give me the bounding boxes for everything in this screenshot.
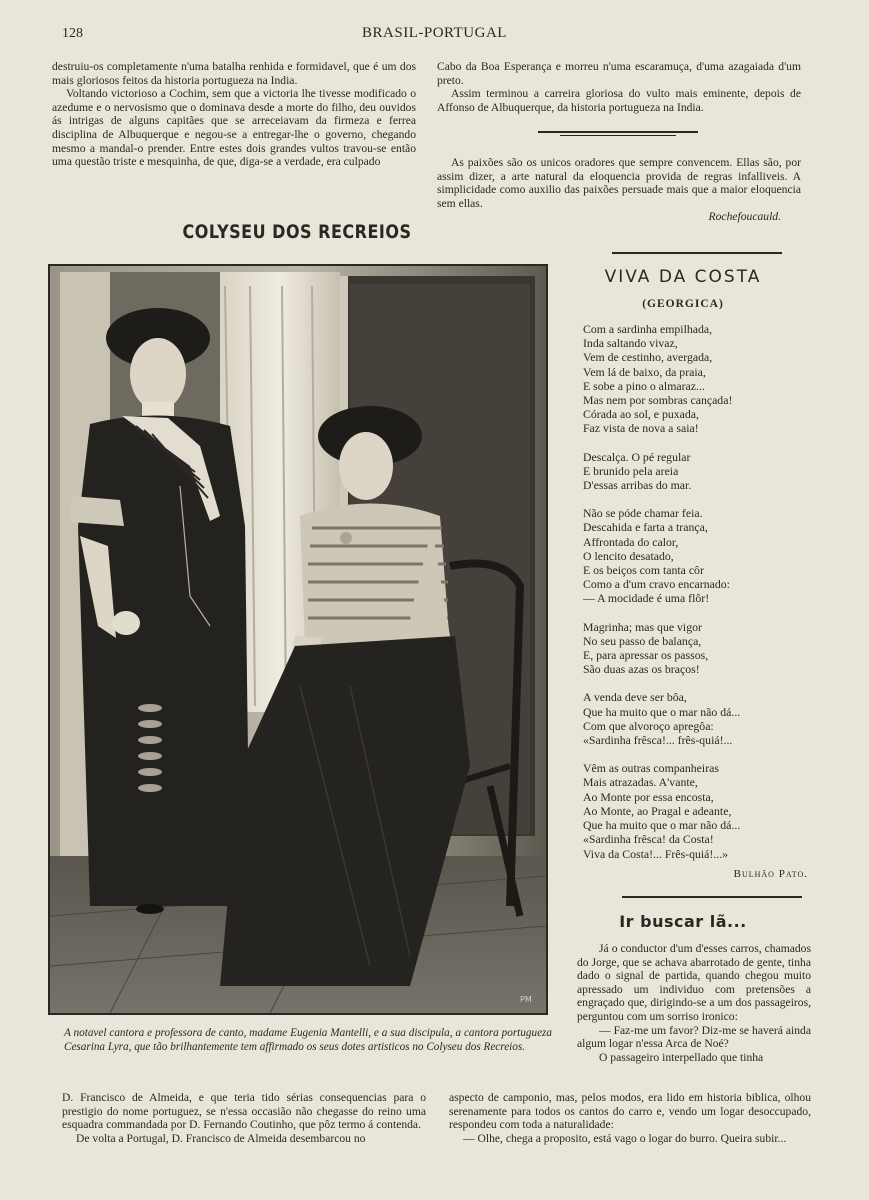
poem-line: Mas nem por sombras cançada!	[583, 393, 733, 408]
poem-line: D'essas arribas do mar.	[583, 478, 692, 493]
poem-line: «Sardinha frêsca!... frês-quiá!...	[583, 733, 733, 748]
poem-line: Faz vista de nova a saia!	[583, 421, 699, 436]
poem-line: E sobe a pino o almaraz...	[583, 378, 705, 393]
section-heading-colyseu: COLYSEU DOS RECREIOS	[182, 220, 412, 243]
poem-line: Mais atrazadas. A'vante,	[583, 775, 698, 790]
section-heading-ir-buscar: Ir buscar lã...	[619, 912, 747, 931]
poem-line: Descalça. O pé regular	[583, 449, 691, 464]
poem-line: E os beiços com tanta côr	[583, 563, 704, 578]
poem-line: E brunido pela areia	[583, 463, 679, 478]
section-divider	[538, 131, 698, 133]
poem-line: Vêm as outras companheiras	[583, 761, 719, 776]
poem-line: Com que alvoroço apregôa:	[583, 718, 714, 733]
paragraph: — Faz-me um favor? Diz-me se haverá ainda algum logar n'essa Arca de Noé?	[577, 1023, 811, 1051]
photo-illustration	[50, 266, 546, 1013]
poem-line: Affrontada do calor,	[583, 534, 679, 549]
poem-line: Córada ao sol, e puxada,	[583, 407, 699, 422]
poem-line: Vem lá de baixo, da praia,	[583, 364, 706, 379]
section-divider	[612, 252, 782, 254]
bottom-left-column	[62, 1091, 426, 1145]
maxim-text: As paixões são os unicos oradores que sempre convencem. Ellas são, por assim dizer, a arte natural da eloquencia provida de regras infalliveis. A simplicidade como auxilio das paixões persuade mais que a maior eloquencia sem ellas.	[437, 156, 801, 210]
running-title: BRASIL-PORTUGAL	[362, 25, 507, 41]
poem-stanza	[583, 450, 808, 493]
paragraph: destruiu-os completamente n'uma batalha renhida e formidavel, que é um dos mais gloriosos feitos da historia portugueza na India.	[52, 60, 416, 87]
paragraph: Já o conductor d'um d'esses carros, chamados do Jorge, que se achava abarrotado de gente, tinha dado o signal de partida, quando chegou muito apressado um individuo com pretensões a engraçado que, dirigindo-se a um dos passageiros, perguntou com um sorriso ironico:	[577, 942, 811, 1023]
poem-stanza	[583, 620, 808, 677]
poem-stanza	[583, 761, 808, 860]
section-divider	[622, 896, 802, 898]
poem-line: Ao Monte, ao Pragal e adeante,	[583, 803, 732, 818]
photo-caption: A notavel cantora e professora de canto, madame Eugenia Mantelli, e a sua discipula, a cantora portugueza Cesarina Lyra, que tão brilhantemente tem affirmado os seus dotes artisticos no Colyseu dos Recreios.	[64, 1027, 552, 1053]
poem-stanza	[583, 322, 808, 436]
paragraph: aspecto de camponio, mas, pelos modos, era lido em historia biblica, olhou serenamente para todos os cantos do carro e, vendo um logar desoccupado, respondeu com toda a naturalidade:	[449, 1091, 811, 1132]
poem-line: Descahida e farta a trança,	[583, 520, 708, 535]
poem-line: Vem de cestinho, avergada,	[583, 350, 713, 365]
photo-signature: PM	[520, 995, 532, 1004]
poem-line: «Sardinha frêsca! da Costa!	[583, 832, 714, 847]
poem-line: O lencito desatado,	[583, 548, 674, 563]
poem-line: Como a d'um cravo encarnado:	[583, 577, 730, 592]
right-top-column	[437, 60, 801, 114]
poem-line: São duas azas os braços!	[583, 662, 700, 677]
poem-line: Com a sardinha empilhada,	[583, 322, 713, 336]
poem-line: Que ha muito que o mar não dá...	[583, 818, 741, 833]
poem-stanza	[583, 506, 808, 605]
paragraph: O passageiro interpellado que tinha	[599, 1050, 764, 1064]
paragraph: De volta a Portugal, D. Francisco de Almeida desembarcou no	[76, 1131, 366, 1145]
poem-line: No seu passo de balança,	[583, 633, 702, 648]
poem-line: Inda saltando vivaz,	[583, 336, 678, 351]
paragraph: D. Francisco de Almeida, e que teria tido sérias consequencias para o prestigio do nome portuguez, se n'essa occasião não chegasse do reino uma esquadra commandada por D. Fernando Coutinho, que pôz termo á contenda.	[62, 1091, 426, 1132]
poem-body	[583, 322, 808, 875]
photograph	[48, 264, 548, 1015]
poem-line: Que ha muito que o mar não dá...	[583, 704, 741, 719]
poem-line: — A mocidade é uma flôr!	[583, 591, 710, 606]
poem-title: VIVA DA COSTA	[604, 267, 762, 287]
bottom-right-column	[449, 1091, 811, 1145]
poem-line: Viva da Costa!... Frês-quiá!...»	[583, 846, 729, 861]
section-divider	[560, 135, 676, 136]
maxim-block	[437, 156, 801, 224]
paragraph: Cabo da Boa Esperança e morreu n'uma escaramuça, d'uma azagaiada d'um preto.	[437, 60, 801, 87]
poem-line: A venda deve ser bôa,	[583, 690, 687, 705]
poem-stanza	[583, 690, 808, 747]
left-top-column	[52, 60, 416, 169]
poem-subtitle: (GEORGICA)	[642, 298, 724, 310]
poem-author: Bulhão Pato.	[733, 868, 808, 880]
page-number: 128	[62, 26, 83, 41]
poem-line: Ao Monte por essa encosta,	[583, 789, 714, 804]
poem-line: E, para apressar os passos,	[583, 648, 709, 663]
poem-line: Magrinha; mas que vigor	[583, 619, 702, 634]
ir-buscar-body	[577, 942, 811, 1064]
paragraph: Voltando victorioso a Cochim, sem que a victoria lhe tivesse modificado o azedume e o nervosismo que o dominava desde a morte do filho, deu ouvidos ás intrigas de alguns capitães que se arreceiavam da firmeza e ferrea disciplina de Albuquerque e negou-se a entregar-lhe o governo, chegando mesmo a mandal-o prender. Entre estes dois grandes vultos travou-se então uma questão triste e mesquinha, de que, diga-se a verdade, era culpado	[52, 87, 416, 169]
poem-line: Não se póde chamar feia.	[583, 506, 703, 521]
paragraph: — Olhe, chega a proposito, está vago o logar do burro. Queira subir...	[463, 1131, 787, 1145]
paragraph: Assim terminou a carreira gloriosa do vulto mais eminente, depois de Affonso de Albuquerque, da historia portugueza na India.	[437, 87, 801, 114]
maxim-author: Rochefoucauld.	[708, 210, 781, 224]
